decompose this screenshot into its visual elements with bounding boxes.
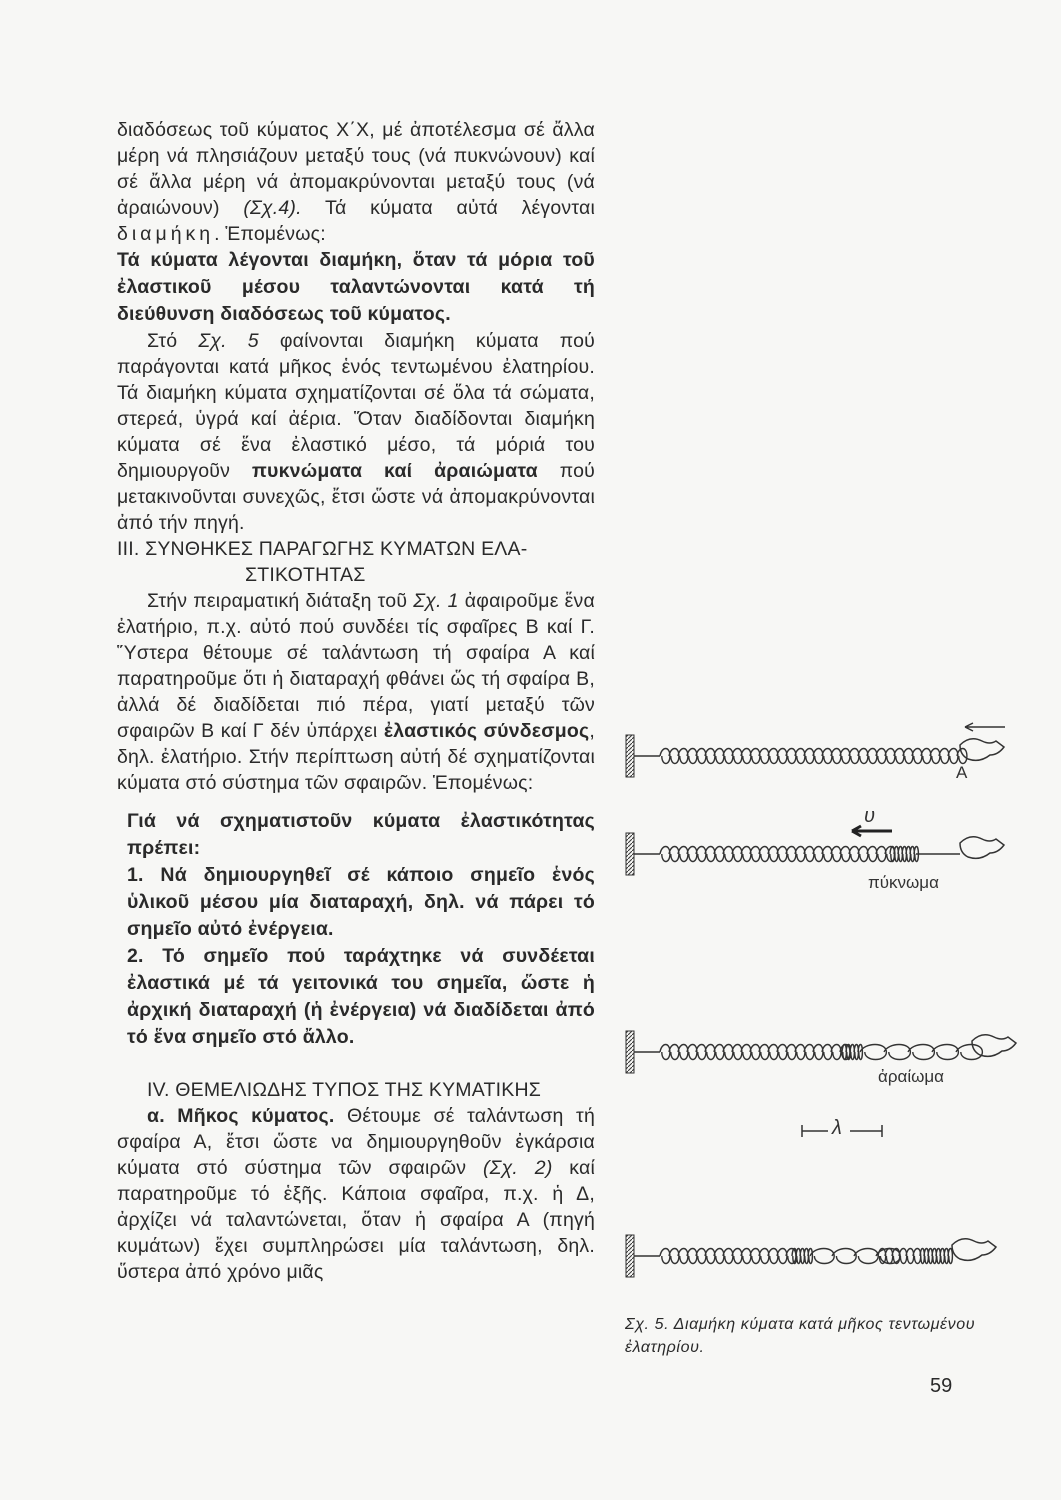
label-velocity: υ [864,805,875,827]
paragraph-3: Στήν πειραματική διάταξη τοῦ Σχ. 1 ἀφαιροῦμε ἕνα ἐλατήριο, π.χ. αὐτό πού συνδέει τίς σφαῖρες Β καί Γ. Ὕστερα θέτουμε σέ ταλάντωση τή σφαίρα Α καί παρατηροῦμε ὅτι ἡ διαταραχή φθάνει ὥς τή σφαίρα Β, ἀλλά δέ διαδίδεται πιό πέρα, γιατί μεταξύ τῶν σφαιρῶν Β καί Γ δέν ὑπάρχει ἐλαστικός σύνδεσμος, δηλ. ἐλατήριο. Στήν περίπτωση αὐτή δέ σχηματίζονται κύματα στό σύστημα τῶν σφαιρῶν. Ἑπομένως: [117,590,595,794]
section-heading-3: ΙΙΙ. ΣΥΝΘΗΚΕΣ ΠΑΡΑΓΩΓΗΣ ΚΥΜΑΤΩΝ ΕΛΑ- ΣΤΙΚΟΤΗΤΑΣ [117,538,528,586]
spring-4-compression-c [920,1249,952,1264]
spring-4 [660,1249,796,1264]
figure-5-springs [620,715,1020,1355]
condition-2: 2. Τό σημεῖο πού ταράχτηκε νά συνδέεται ἐλαστικά μέ τά γειτονικά του σημεῖα, ὥστε ἡ ἀρχική διαταραχή (ἡ ἐνέργεια) νά διαδίδεται ἀπό τό ἕνα σημεῖο στό ἄλλο. [127,945,595,1048]
hand-icon-2 [960,837,1004,859]
label-A: Α [956,763,968,782]
spring-2-compression [890,847,918,862]
condition-1: 1. Νά δημιουργηθεῖ σέ κάποιο σημεῖο ἑνός ὑλικοῦ μέσου μία διαταραχή, δηλ. νά πάρει τό σημεῖο αὐτό ἐνέργεια. [127,864,595,940]
paragraph-4: α. Μῆκος κύματος. Θέτουμε σέ ταλάντωση τή σφαίρα Α, ἔτσι ὥστε να δημιουργηθοῦν ἐγκάρσια κύματα στό σύστημα τῶν σφαιρῶν (Σχ. 2) καί παρατηροῦμε τό ἑξῆς. Κάποια σφαῖρα, π.χ. ἡ Δ, ἀρχίζει νά ταλαντώνεται, ὅταν ἡ σφαίρα Α (πηγή κυμάτων) ἔχει συμπληρώσει μία ταλάντωση, δηλ. ὕστερα ἀπό χρόνο μιᾶς [117,1105,595,1283]
label-rarefaction: ἀραίωμα [878,1067,944,1086]
spring-3-rarefaction [860,1045,982,1060]
wall-plate-4 [626,1235,634,1277]
spring-2 [660,847,895,862]
spring-1 [660,749,967,764]
page-number: 59 [930,1375,953,1397]
conditions-rule: Γιά νά σχηματιστοῦν κύματα ἐλαστικότητας πρέπει: 1. Νά δημιουργηθεῖ σέ κάποιο σημεῖο ἑνός ὑλικοῦ μέσου μία διαταραχή, δηλ. νά πάρει τό σημεῖο αὐτό ἐνέργεια. 2. Τό σημεῖο πού ταράχτηκε νά συνδέεται ἐλαστικά μέ τά γειτονικά του σημεῖα, ὥστε ἡ ἀρχική διαταραχή (ἡ ἐνέργεια) νά διαδίδεται ἀπό τό ἕνα σημεῖο στό ἄλλο. [127,808,595,1051]
figure-ref-5: Σχ. 5 [198,330,259,352]
figure-caption: Σχ. 5. Διαμήκη κύματα κατά μῆκος τεντωμένου ἐλατηρίου. [625,1316,976,1356]
wall-plate-3 [626,1031,634,1073]
label-compression: πύκνωμα [868,873,939,892]
hand-icon-4 [952,1239,996,1261]
paragraph-1: διαδόσεως τοῦ κύματος Χ΄Χ, μέ ἀποτέλεσμα σέ ἄλλα μέρη νά πλησιάζουν μεταξύ τους (νά πυκνώνουν) καί σέ ἄλλα μέρη νά ἀπομακρύνονται μεταξύ τους (νά ἀραιώνουν) (Σχ.4). Τά κύματα αὐτά λέγονται διαμήκη. Ἑπομένως: [117,119,596,245]
figure-ref-2: (Σχ. 2) [482,1157,553,1179]
figure-ref-4: (Σχ.4). [243,197,302,219]
wall-plate-2 [626,833,634,875]
arrow-left-icon [965,723,1005,731]
spring-3-compression [842,1045,862,1060]
definition-rule: Τά κύματα λέγονται διαμήκη, ὅταν τά μόρια τοῦ ἐλαστικοῦ μέσου ταλαντώνονται κατά τή διεύθυνση διαδόσεως τοῦ κύματος. [117,249,595,325]
spring-3 [660,1045,850,1060]
spring-diagram [620,715,1020,1355]
wall-plate-1 [626,735,634,777]
text-column [117,117,595,1285]
spring-4-compression-b [878,1249,921,1264]
label-wavelength: λ [832,1117,842,1139]
figure-ref-1: Σχ. 1 [413,590,459,612]
spaced-term: διαμήκη [117,223,215,245]
wavelength-marker [802,1125,882,1137]
section-heading-4: IV. ΘΕΜΕΛΙΩΔΗΣ ΤΥΠΟΣ ΤΗΣ ΚΥΜΑΤΙΚΗΣ [147,1079,541,1101]
paragraph-2: Στό Σχ. 5 φαίνονται διαμήκη κύματα πού παράγονται κατά μῆκος ἑνός τεντωμένου ἐλατηρίου. Τά διαμήκη κύματα σχηματίζονται σέ ὅλα τά σώματα, στερεά, ὑγρά καί ἀέρια. Ὅταν διαδίδονται διαμήκη κύματα σέ ἕνα ἐλαστικό μέσο, τά μόριά του δημιουργοῦν πυκνώματα καί ἀραιώματα πού μετακινοῦνται συνεχῶς, ἔτσι ὥστε νά ἀπομακρύνονται ἀπό τήν πηγή. [117,330,595,534]
